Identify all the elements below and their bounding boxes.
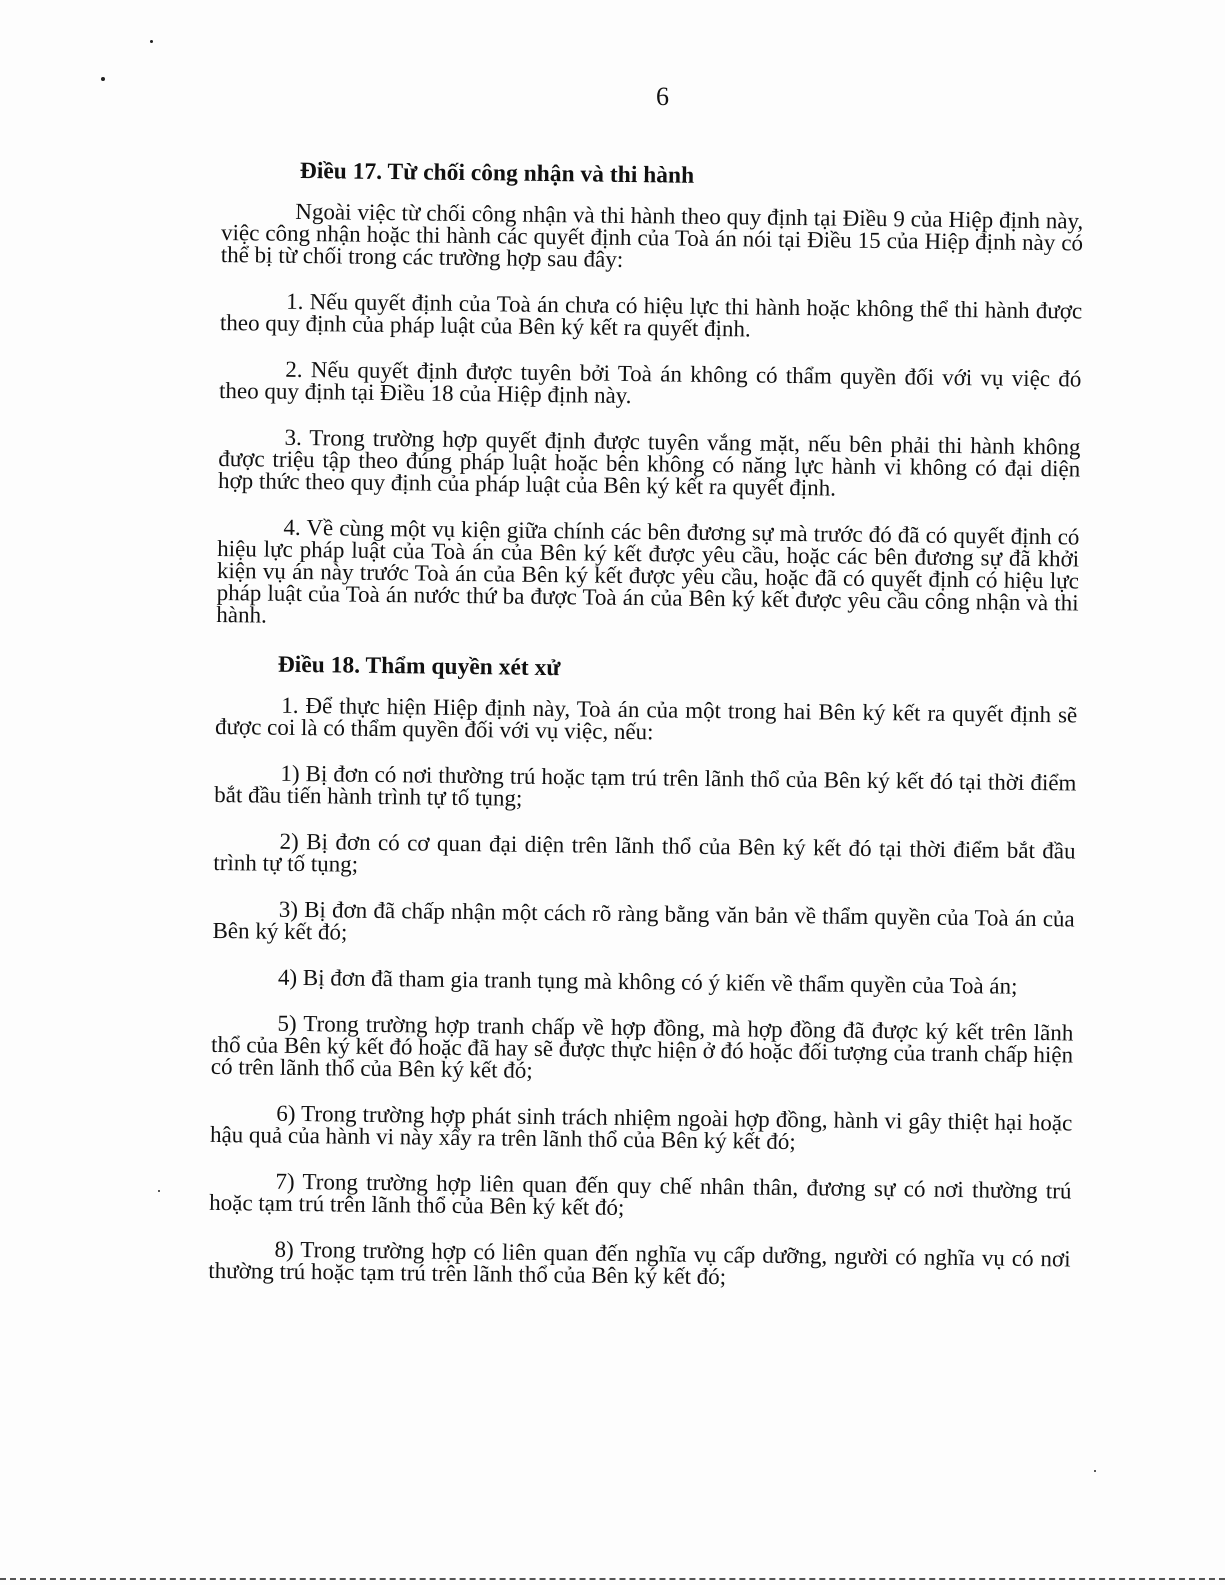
document-body <box>208 156 1084 1292</box>
scan-speck <box>101 77 105 81</box>
scan-bottom-edge <box>0 1578 1225 1582</box>
article-18-heading: Điều 18. Thẩm quyền xét xử <box>277 651 561 682</box>
scan-speck <box>150 40 153 43</box>
scan-speck <box>158 1190 160 1192</box>
scan-speck <box>1094 1470 1096 1472</box>
article-18-item-4: 4) Bị đơn đã tham gia tranh tụng mà không có ý kiến về thẩm quyền của Toà án; <box>277 964 1018 999</box>
article-18-item-1: 1) Bị đơn có nơi thường trú hoặc tạm trú trên lãnh thổ của Bên ký kết đó tại thời điểm bắt đầu tiến hành trình tự tố tụng; <box>214 760 1077 811</box>
article-18-item-5: 5) Trong trường hợp tranh chấp về hợp đồng, mà hợp đồng đã được ký kết trên lãnh thổ của Bên ký kết đó hoặc đã hay sẽ được thực hiện ở đó hoặc đối tượng của tranh chấp hiện có trên lãnh thổ của Bên ký kết đó; <box>210 1010 1074 1083</box>
article-18-item-2: 2) Bị đơn có cơ quan đại diện trên lãnh thổ của Bên ký kết đó tại thời điểm bắt đầu trình tự tố tụng; <box>213 828 1076 877</box>
article-18-item-6: 6) Trong trường hợp phát sinh trách nhiệm ngoài hợp đồng, hành vi gây thiệt hại hoặc hậu quả của hành vi này xẩy ra trên lãnh thổ của Bên ký kết đó; <box>209 1100 1073 1155</box>
article-17-clause-2: 2. Nếu quyết định được tuyên bởi Toà án không có thẩm quyền đối với vụ việc đó theo quy định tại Điều 18 của Hiệp định này. <box>218 356 1082 409</box>
article-17-heading: Điều 17. Từ chối công nhận và thi hành <box>299 157 695 189</box>
page-number: 6 <box>656 82 669 111</box>
article-18-item-8: 8) Trong trường hợp có liên quan đến nghĩa vụ cấp dưỡng, người có nghĩa vụ có nơi thường trú hoặc tạm trú trên lãnh thổ của Bên ký kết đó; <box>208 1236 1071 1290</box>
article-18-item-3: 3) Bị đơn đã chấp nhận một cách rõ ràng bằng văn bản về thẩm quyền của Toà án của Bên ký kết đó; <box>212 896 1075 945</box>
article-17-paragraph: Ngoài việc từ chối công nhận và thi hành theo quy định tại Điều 9 của Hiệp định này, việc công nhận hoặc thi hành các quyết định của Toà án nói tại Điều 15 của Hiệp định này có thể bị từ chối trong các trường hợp sau đây: <box>220 198 1084 272</box>
article-18-clause-1: 1. Để thực hiện Hiệp định này, Toà án của một trong hai Bên ký kết ra quyết định sẽ được coi là có thẩm quyền đối với vụ việc, nếu: <box>214 692 1078 745</box>
article-17-clause-4: 4. Về cùng một vụ kiện giữa chính các bên đương sự mà trước đó đã có quyết định có hiệu lực pháp luật của Toà án của Bên ký kết được yêu cầu, hoặc các bên đương sự đã khởi kiện vụ án này trước Toà án của Bên ký kết được yêu cầu, hoặc đã có quyết định có hiệu lực pháp luật của Toà án nước thứ ba được Toà án của Bên ký kết được yêu cầu công nhận và thi hành. <box>216 514 1080 628</box>
article-17-clause-3: 3. Trong trường hợp quyết định được tuyên vắng mặt, nếu bên phải thi hành không được triệu tập theo đúng pháp luật hoặc bên không có năng lực hành vi không có đại diện hợp thức theo quy định của pháp luật của Bên ký kết ra quyết định. <box>217 424 1081 501</box>
article-17-clause-1: 1. Nếu quyết định của Toà án chưa có hiệu lực thi hành hoặc không thể thi hành được theo quy định của pháp luật của Bên ký kết ra quyết định. <box>219 288 1083 342</box>
article-18-item-7: 7) Trong trường hợp liên quan đến quy chế nhân thân, đương sự có nơi thường trú hoặc tạm trú trên lãnh thổ của Bên ký kết đó; <box>209 1168 1072 1220</box>
